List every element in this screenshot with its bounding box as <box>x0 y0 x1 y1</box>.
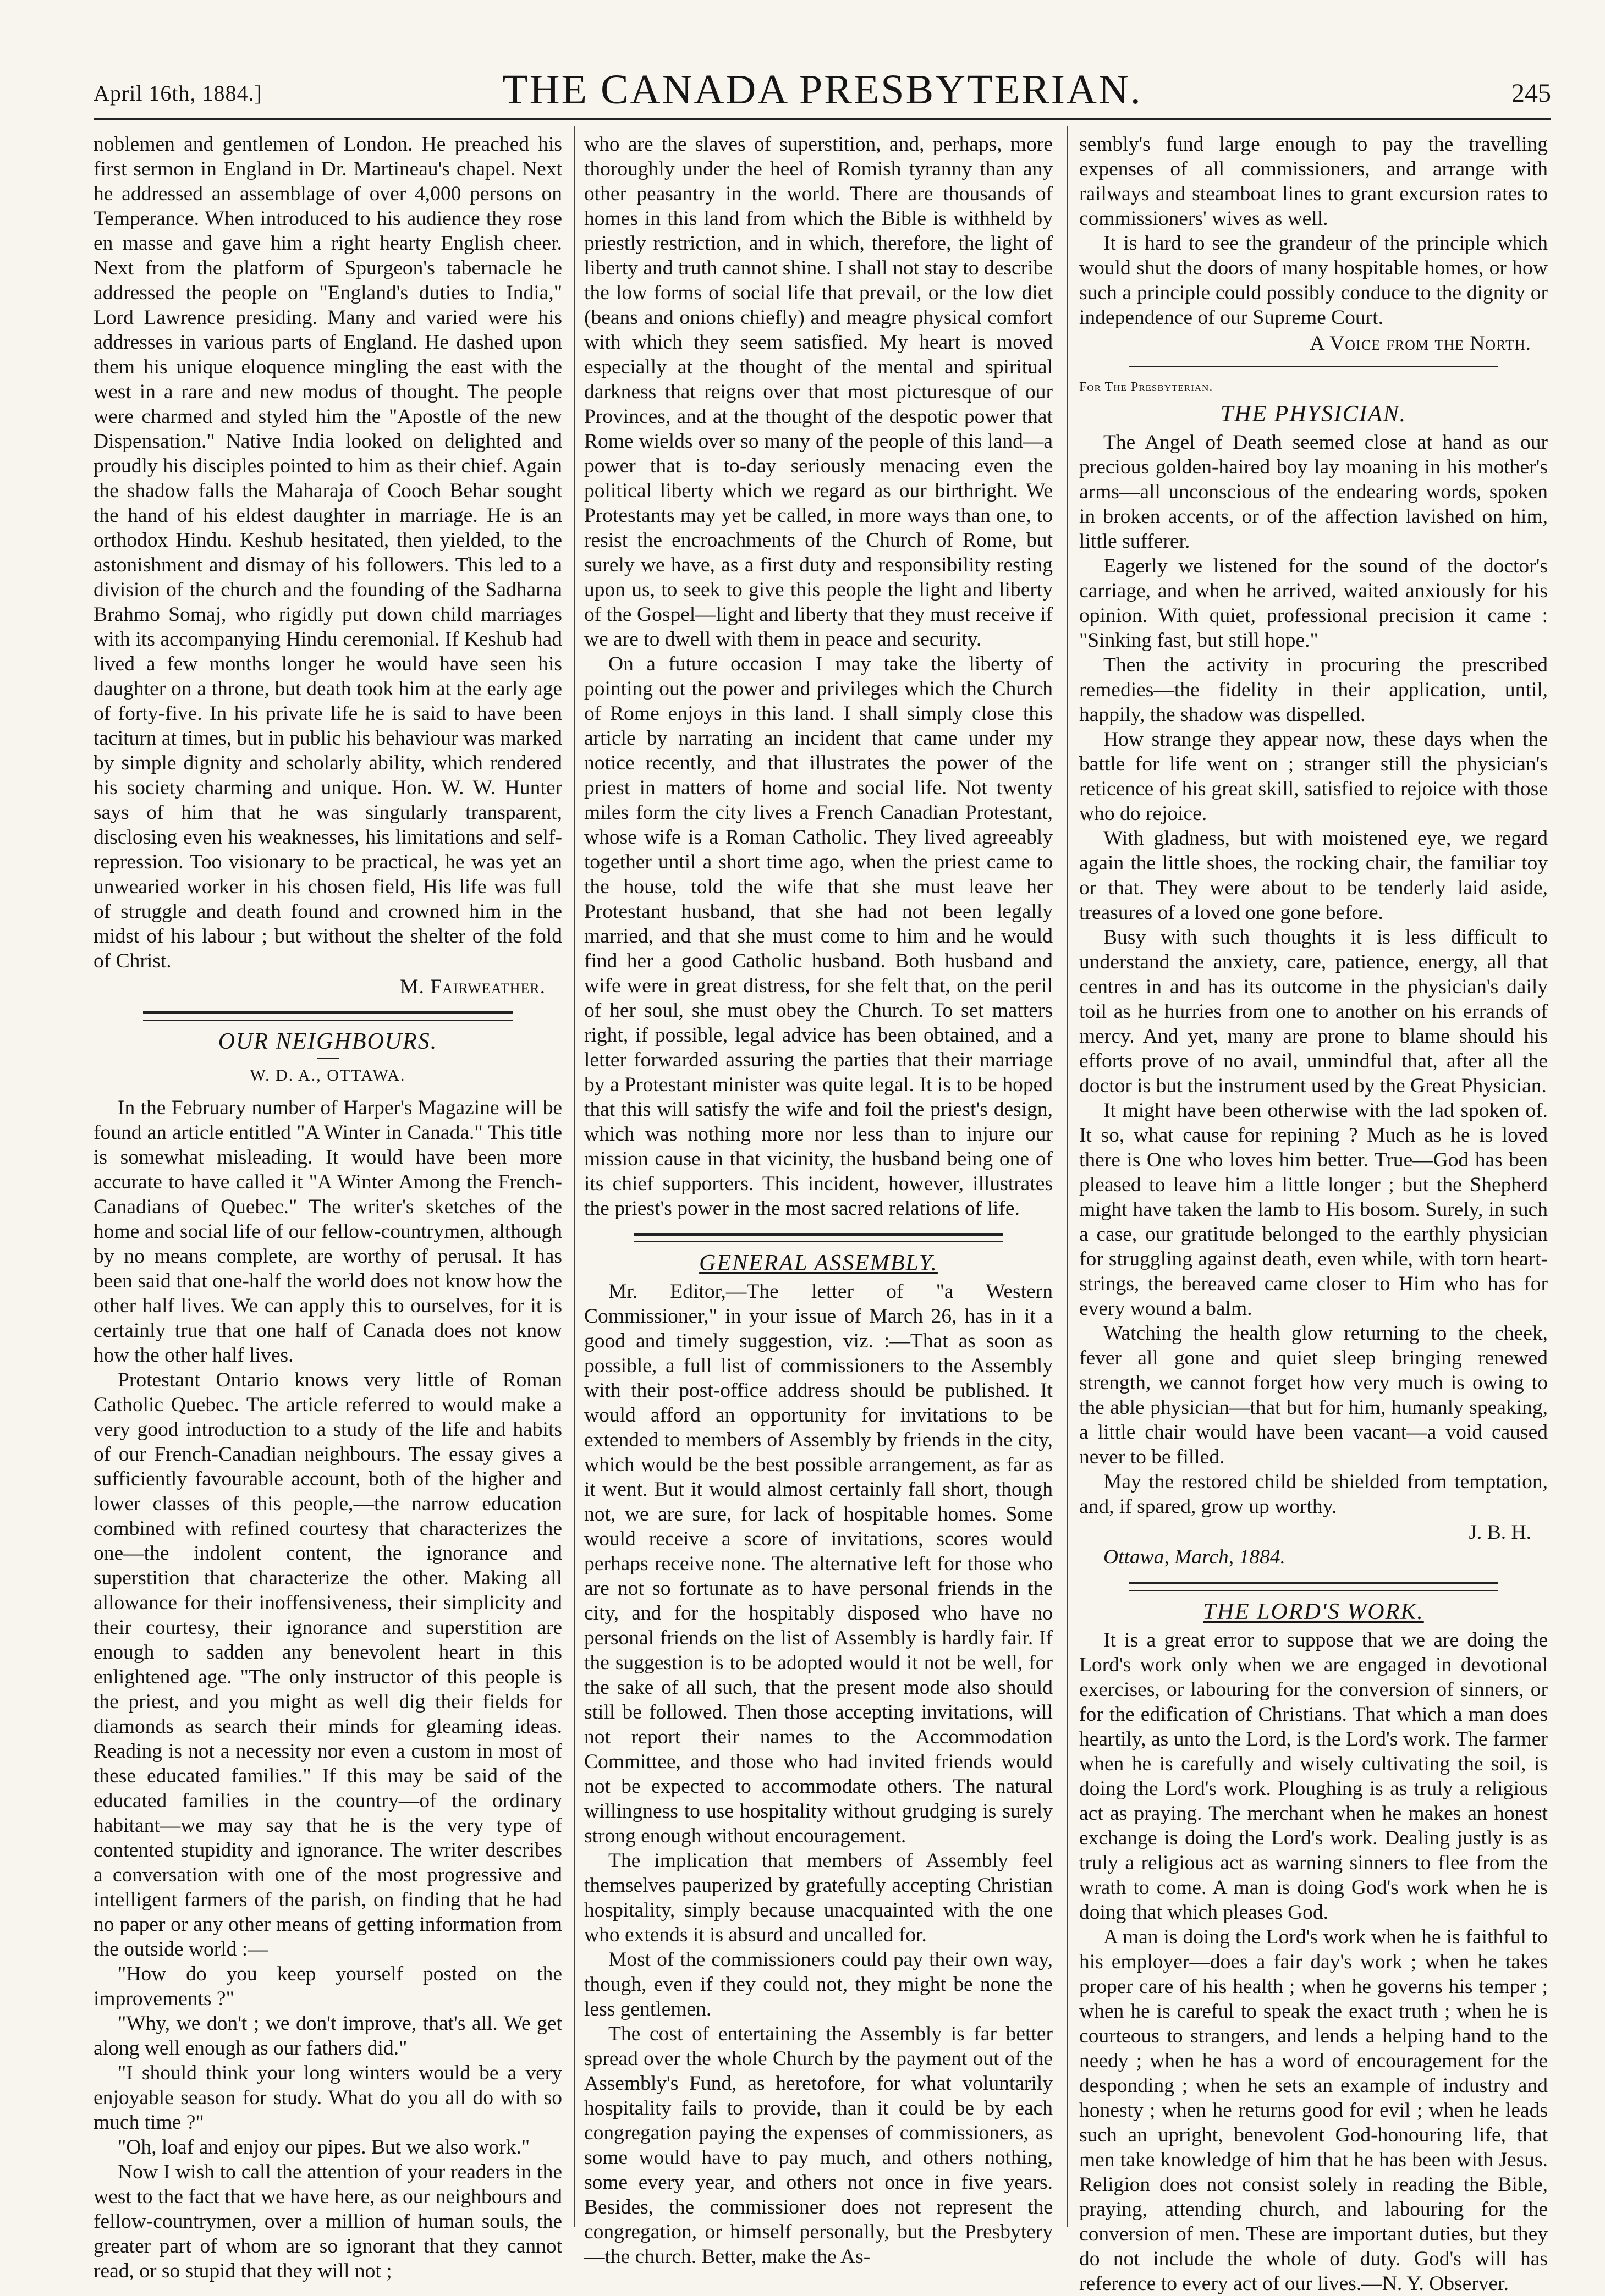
paragraph: "Why, we don't ; we don't improve, that's all. We get along well enough as our fathers did." <box>94 2012 562 2060</box>
article-byline: W. D. A., OTTAWA. <box>250 1066 406 1084</box>
byline-rule <box>317 1058 339 1059</box>
article-title: THE PHYSICIAN. <box>1220 401 1407 427</box>
attribution-line: For The Presbyterian. <box>1079 380 1213 394</box>
author-initials: J. B. H. <box>1469 1521 1531 1544</box>
paragraph: Watching the health glow returning to the cheek, fever all gone and quiet sleep bringing renewed strength, we cannot forget how very much is owing to the able physician—that but for him, humanly speaking, a little chair would have been vacant—a void caused never to be filled. <box>1079 1322 1548 1468</box>
article-title: GENERAL ASSEMBLY. <box>699 1251 938 1276</box>
column-2 <box>584 132 1053 2269</box>
paragraph: Protestant Ontario knows very little of Roman Catholic Quebec. The article referred to would make a very good introduction to a study of the life and habits of our French-Canadian neighbours. The essay gives a sufficiently favourable account, both of the higher and lower classes of this people,—the narrow education combined with refined courtesy that characterizes the one—the indolent content, the ignorance and superstition that characterize the other. Making all allowance for their inoffensiveness, their simplicity and their courtesy, their ignorance and superstition are enough to sadden any benevolent heart in this enlightened age. "The only instructor of this people is the priest, and you might as well dig their fields for diamonds as search their minds for gleaming ideas. Reading is not a necessity nor even a custom in most of these educated families." If this may be said of the educated families in the country—of the ordinary habitant—we may say that he is the very type of contented stupidity and ignorance. The writer describes a conversation with one of the most progressive and intelligent farmers of the parish, on finding that he had no paper or any other means of getting information from the outside world :— <box>94 1369 562 1961</box>
column-divider <box>1067 126 1068 2227</box>
masthead <box>94 66 1551 115</box>
author-signature: M. Fairweather. <box>400 976 546 998</box>
header-rule <box>94 118 1551 120</box>
section-divider <box>1129 1582 1498 1591</box>
paragraph: May the restored child be shielded from temptation, and, if spared, grow up worthy. <box>1079 1471 1548 1518</box>
section-divider <box>143 1011 513 1021</box>
paragraph: Now I wish to call the attention of your readers in the west to the fact that we have here, as our neighbours and fellow-countrymen, over a million of human souls, the greater part of whom are so ignorant that they cannot read, or so stupid that they will not ; <box>94 2161 562 2282</box>
paragraph: With gladness, but with moistened eye, we regard again the little shoes, the rocking chair, the familiar toy or that. They were about to be tenderly laid aside, treasures of a loved one gone before. <box>1079 827 1548 924</box>
article-title: OUR NEIGHBOURS. <box>218 1029 438 1054</box>
paragraph: In the February number of Harper's Magazine will be found an article entitled "A Winter in Canada." This title is somewhat misleading. It would have been more accurate to have called it "A Winter Among the French-Canadians of Quebec." The writer's sketches of the home and social life of our fellow-countrymen, although by no means complete, are worthy of perusal. It has been said that one-half the world does not know how the other half lives. We can apply this to ourselves, for it is certainly true that one half of Canada does not know how the other half lives. <box>94 1097 562 1367</box>
article-text: who are the slaves of superstition, and, perhaps, more thoroughly under the heel of Romish tyranny than any other peasantry in the world. There are thousands of homes in this land from which the Bible is withheld by priestly restriction, and in which, therefore, the light of liberty and truth cannot shine. I shall not stay to describe the low forms of social life that prevail, or the low diet (beans and onions chiefly) and meagre physical comfort with which they seem satisfied. My heart is moved especially at the thought of the mental and spiritual darkness that reigns over that most picturesque of our Provinces, and at the thought of the despotic power that Rome wields over so many of the people of this land—a power that is to-day seriously menacing even the political liberty which we regard as our birthright. We Protestants may yet be called, in more ways than one, to resist the encroachments of the Church of Rome, but surely we have, as a first duty and responsibility resting upon us, to seek to give this people the light and liberty of the Gospel—light and liberty that they must receive if we are to dwell with them in peace and security. <box>584 133 1053 651</box>
author-signature: A Voice from the North. <box>1310 332 1531 355</box>
paragraph: The cost of entertaining the Assembly is far better spread over the whole Church by the payment out of the Assembly's Fund, as heretofore, for what voluntarily hospitality fails to provide, than it could be by each congregation paying the expenses of commissioners, as some would have to pay much, and others nothing, some every year, and others not once in five years. Besides, the commissioner does not represent the congregation, or himself personally, but the Presbytery—the church. Better, make the As- <box>584 2023 1053 2268</box>
paragraph: "How do you keep yourself posted on the improvements ?" <box>94 1963 562 2010</box>
column-1 <box>94 132 562 2283</box>
paragraph: "I should think your long winters would be a very enjoyable season for study. What do you all do with so much time ?" <box>94 2062 562 2134</box>
paragraph: It is a great error to suppose that we are doing the Lord's work only when we are engaged in devotional exercises, or labouring for the conversion of sinners, or for the edification of Christians. That which a man does heartily, as unto the Lord, is the Lord's work. The farmer when he is carefully and wisely cultivating the soil, is doing the Lord's work. Ploughing is as truly a religious act as praying. The merchant when he makes an honest exchange is doing the Lord's work. Dealing justly is as truly a religious act as warning sinners to flee from the wrath to come. A man is doing God's work when he is doing that which pleases God. <box>1079 1629 1548 1924</box>
paragraph: Eagerly we listened for the sound of the doctor's carriage, and when he arrived, waited anxiously for his opinion. With quiet, professional precision it came : "Sinking fast, but still hope." <box>1079 555 1548 652</box>
paragraph: "Oh, loaf and enjoy our pipes. But we also work." <box>118 2136 530 2159</box>
paragraph: Then the activity in procuring the prescribed remedies—the fidelity in their application, until, happily, the shadow was dispelled. <box>1079 654 1548 726</box>
page-number: 245 <box>1511 79 1551 108</box>
paragraph: It might have been otherwise with the lad spoken of. It so, what cause for repining ? Much as he is loved there is One who loves him better. True—God has been pleased to leave him a little longer ; but the Shepherd might have taken the lamb to His bosom. Surely, in such a case, our gratitude belonged to the earthly physician for struggling against death, even while, with torn heart-strings, the bereaved came closer to Him who has for every wound a balm. <box>1079 1099 1548 1320</box>
paragraph: Busy with such thoughts it is less difficult to understand the anxiety, care, patience, energy, all that centres in and has its outcome in the physician's daily toil as he hurries from one to another on his errands of mercy. And yet, many are prone to blame should his efforts prove of no avail, unmindful that, after all the doctor is but the instrument used by the Great Physician. <box>1079 926 1548 1097</box>
paragraph: The Angel of Death seemed close at hand as our precious golden-haired boy lay moaning in his mother's arms—all unconscious of the endearing words, spoken in broken accents, or of the affection lavished on him, little sufferer. <box>1079 431 1548 553</box>
paragraph: The implication that members of Assembly feel themselves pauperized by gratefully accepting Christian hospitality, simply because unacquainted with the one who extends it is absurd and uncalled for. <box>584 1849 1053 1946</box>
issue-date: April 16th, 1884.] <box>94 81 262 106</box>
article-title: THE LORD'S WORK. <box>1203 1599 1424 1625</box>
paragraph: Mr. Editor,—The letter of "a Western Commissioner," in your issue of March 26, has in it a good and timely suggestion, viz. :—That as soon as possible, a full list of commissioners to the Assembly with their post-office address should be published. It would afford an opportunity for invitations to be extended to members of Assembly by friends in the city, which would be the best possible arrangement, as far as it went. But it would almost certainly fall short, though not, we are sure, for lack of hospitable homes. Some would receive a score of invitations, scores would perhaps receive none. The alternative left for those who are not so fortunate as to have personal friends in the city, and for the hospitably disposed who have no personal friends on the list of Assembly is hardly fair. If the suggestion is to be adopted would it not be well, for the sake of all such, that the present mode also should still be followed. Then those accepting invitations, will not report their names to the Accommodation Committee, and those who had invited friends would not be expected to accommodate others. The natural willingness to use hospitality without grudging is surely strong enough without encouragement. <box>584 1280 1053 1847</box>
article-text: noblemen and gentlemen of London. He preached his first sermon in England in Dr. Martineau's chapel. Next he addressed an assemblage of over 4,000 persons on Temperance. When introduced to his audience they rose en masse and gave him a right hearty English cheer. Next from the platform of Spurgeon's tabernacle he addressed the people on "England's duties to India," Lord Lawrence presiding. Many and varied were his addresses in various parts of England. He dashed upon them his unique eloquence mingling the east with the west in a rare and new modus of thought. The people were charmed and styled him the "Apostle of the new Dispensation." Native India looked on delighted and proudly his disciples pointed to him as their chief. Again the shadow falls the Maharaja of Cooch Behar sought the hand of his eldest daughter in marriage. He is an orthodox Hindu. Keshub hesitated, then yielded, to the astonishment and dismay of his followers. This led to a division of the church and the founding of the Sadharna Brahmo Somaj, who rigidly put down child marriages with its accompanying Hindu ceremonial. If Keshub had lived a few months longer he would have seen his daughter on a throne, but death took him at the early age of forty-five. In his private life he is said to have been taciturn at times, but in public his behaviour was marked by simple dignity and scholarly ability, which rendered his society charming and unique. Hon. W. W. Hunter says of him that he was singularly transparent, disclosing even his weaknesses, his limitations and self-repression. Too visionary to be practical, he was yet an unwearied worker in his chosen field, His life was full of struggle and death found and crowned him in the midst of his labour ; but without the shelter of the fold of Christ. <box>94 133 562 972</box>
article-dateline: Ottawa, March, 1884. <box>1103 1546 1285 1568</box>
paragraph: A man is doing the Lord's work when he is faithful to his employer—does a fair day's work ; when he takes proper care of his health ; when he governs his temper ; when he is careful to speak the exact truth ; when he is courteous to strangers, and lends a helping hand to the needy ; when he has a word of encouragement for the desponding ; when he sets an example of industry and honesty ; when he returns good for evil ; when he leads such an upright, benevolent God-honouring life, that men take knowledge of him that he has been with Jesus. Religion does not consist solely in reading the Bible, praying, attending church, and labouring for the conversion of men. These are important duties, but they do not include the whole of duty. God's will has reference to every act of our lives.—N. Y. Observer. <box>1079 1926 1548 2295</box>
section-divider <box>1129 366 1498 367</box>
paragraph: It is hard to see the grandeur of the principle which would shut the doors of many hospitable homes, or how such a principle could possibly conduce to the dignity or independence of our Supreme Court. <box>1079 232 1548 329</box>
section-divider <box>634 1233 1003 1242</box>
article-text: sembly's fund large enough to pay the travelling expenses of all commissioners, and arrange with railways and steamboat lines to grant excursion rates to commissioners' wives as well. <box>1079 133 1548 230</box>
newspaper-title: THE CANADA PRESBYTERIAN. <box>502 67 1142 113</box>
paragraph: Most of the commissioners could pay their own way, though, even if they could not, they might be none the less gentlemen. <box>584 1948 1053 2020</box>
paragraph: How strange they appear now, these days when the battle for life went on ; stranger still the physician's reticence of his great skill, satisfied to rejoice with those who do rejoice. <box>1079 728 1548 825</box>
column-3 <box>1079 132 1548 2296</box>
paragraph: On a future occasion I may take the liberty of pointing out the power and privileges which the Church of Rome enjoys in this land. I shall simply close this article by narrating an incident that came under my notice recently, and that illustrates the power of the priest in matters of home and social life. Not twenty miles form the city lives a French Canadian Protestant, whose wife is a Roman Catholic. They lived agreeably together until a short time ago, when the priest came to the house, told the wife that she must leave her Protestant husband, that she had not been legally married, and that she must come to him and he would find her a good Catholic husband. Both husband and wife were in great distress, for she felt that, on the peril of her soul, she must obey the Church. To set matters right, if possible, legal advice has been obtained, and a letter forwarded assuring the parties that their marriage by a Protestant minister was quite legal. It is to be hoped that this will satisfy the wife and foil the priest's design, which was nothing more nor less than to injure our mission cause in that vicinity, the husband being one of its chief supporters. This incident, however, illustrates the priest's power in the most sacred relations of life. <box>584 653 1053 1220</box>
column-divider <box>574 126 575 2227</box>
